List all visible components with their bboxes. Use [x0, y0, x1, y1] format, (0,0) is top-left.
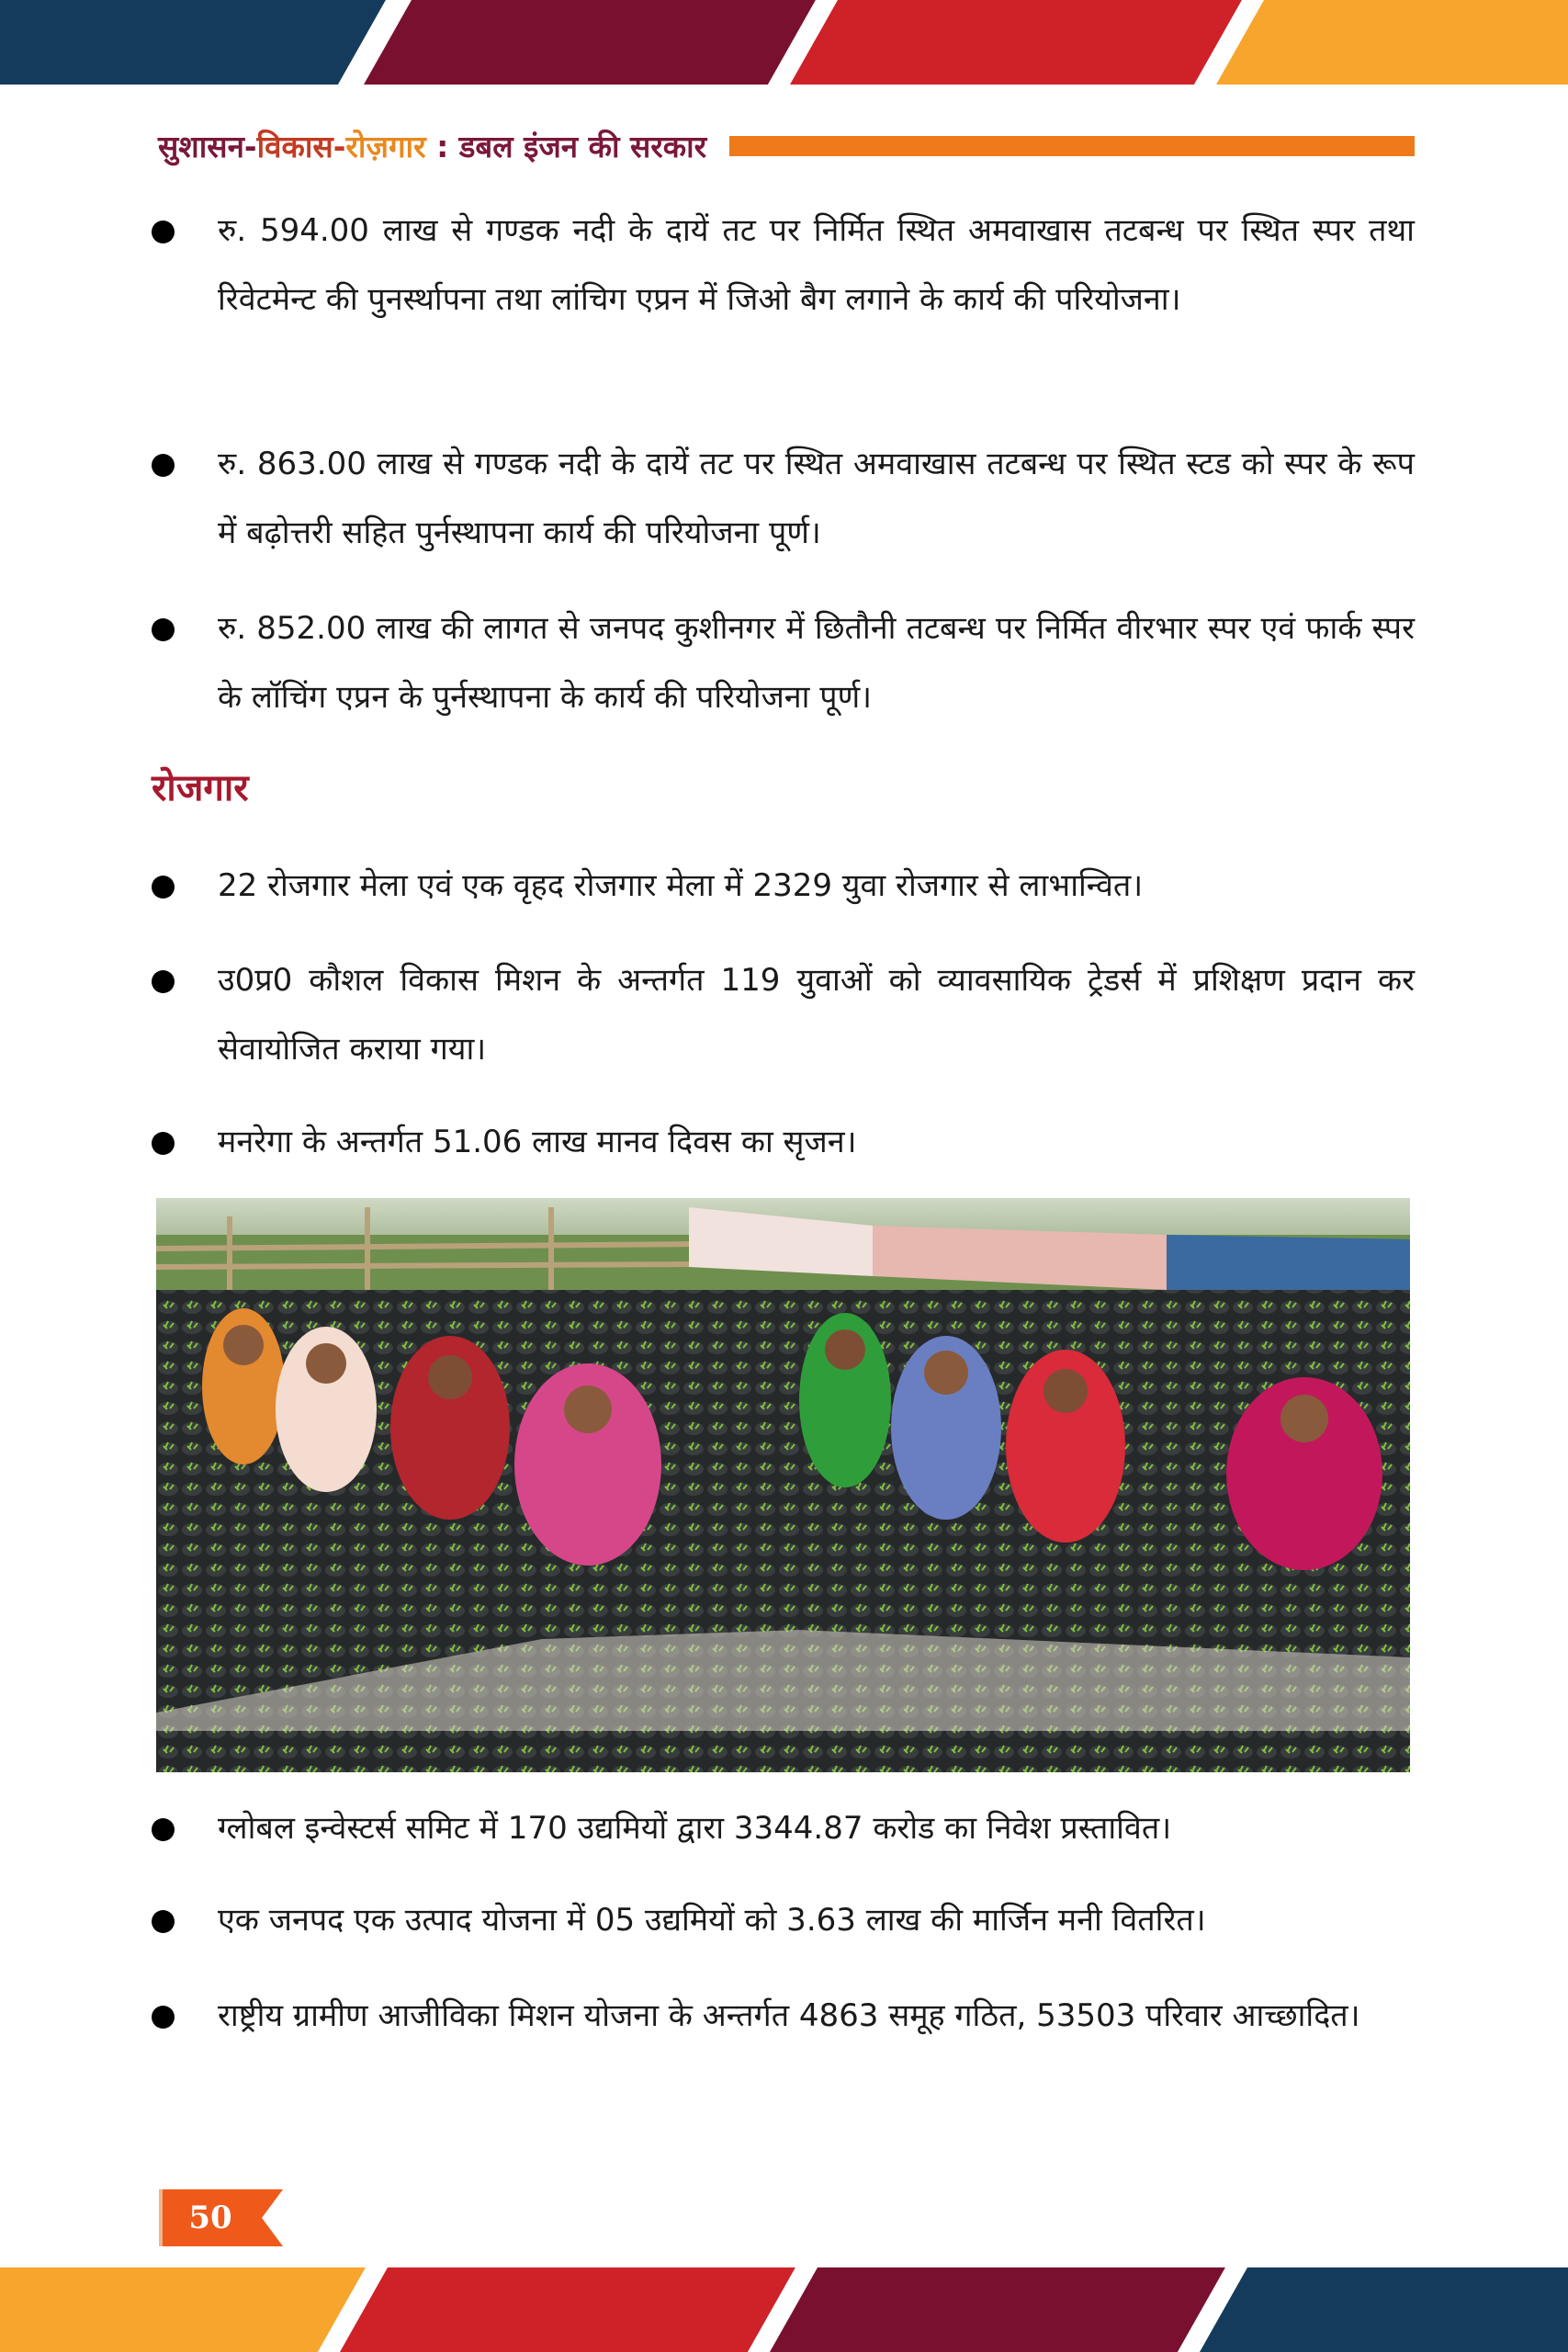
bullet-dot	[152, 2006, 175, 2029]
header-title-part: रोज़गार	[345, 129, 426, 164]
bullet-text: राष्ट्रीय ग्रामीण आजीविका मिशन योजना के अन्तर्गत 4863 समूह गठित, 53503 परिवार आच्छादित।	[218, 1997, 1360, 2034]
bullet-text: 22 रोजगार मेला एवं एक वृहद रोजगार मेला में 2329 युवा रोजगार से लाभान्वित।	[218, 867, 1144, 904]
header-title-part: विकास-	[256, 129, 346, 164]
header-rule	[729, 136, 1415, 156]
bullet-text: रु. 863.00 लाख से गण्डक नदी के दायें तट पर स्थित अमवाखास तटबन्ध पर स्थित स्टड को स्पर के रूप में बढ़ोत्तरी सहित पुर्नस्थापना कार्य की परियोजना पूर्ण।	[218, 446, 1415, 551]
bullet-text: उ0प्र0 कौशल विकास मिशन के अन्तर्गत 119 युवाओं को व्यावसायिक ट्रेडर्स में प्रशिक्षण प्रदान कर सेवायोजित कराया गया।	[218, 962, 1415, 1068]
bullet-dot	[152, 876, 175, 899]
list-item	[152, 430, 1415, 568]
bullet-dot	[152, 970, 175, 993]
list-item	[152, 1108, 1415, 1177]
header-title	[158, 127, 706, 167]
photo-women-plant-nursery	[156, 1198, 1410, 1772]
list-item	[152, 946, 1415, 1084]
header-title-part: सुशासन-	[158, 129, 257, 164]
bullet-text: रु. 852.00 लाख की लागत से जनपद कुशीनगर में छितौनी तटबन्ध पर निर्मित वीरभार स्पर एवं फार्क स्पर के लॉचिंग एप्रन के पुर्नस्थापना के कार्य की परियोजना पूर्ण।	[218, 610, 1415, 716]
list-item	[152, 1886, 1415, 1955]
list-item	[152, 197, 1415, 403]
list-item	[152, 594, 1415, 732]
list-item	[152, 1982, 1415, 2120]
list-item	[152, 852, 1415, 921]
page-number: 50	[188, 2199, 232, 2236]
top-decorative-band	[0, 0, 1568, 85]
bullet-dot	[152, 618, 175, 641]
bullet-text: ग्लोबल इन्वेस्टर्स समिट में 170 उद्यमियों द्वारा 3344.87 करोड का निवेश प्रस्तावित।	[218, 1810, 1172, 1847]
bullet-dot	[152, 1818, 175, 1841]
bullet-text: एक जनपद एक उत्पाद योजना में 05 उद्यमियों को 3.63 लाख की मार्जिन मनी वितरित।	[218, 1902, 1206, 1939]
bullet-dot	[152, 220, 175, 243]
page-number-tab	[159, 2189, 283, 2246]
bullet-dot	[152, 1910, 175, 1933]
bullet-dot	[152, 1132, 175, 1155]
running-header	[158, 127, 1415, 167]
bullet-text: रु. 594.00 लाख से गण्डक नदी के दायें तट पर निर्मित स्थित अमवाखास तटबन्ध पर स्थित स्पर तथा रिवेटमेन्ट की पुनर्स्थापना तथा लांचिग एप्रन में जिओ बैग लगाने के कार्य की परियोजना।	[218, 212, 1415, 318]
bottom-decorative-band	[0, 2267, 1568, 2352]
list-item	[152, 1794, 1415, 1863]
header-title-part: : डबल इंजन की सरकार	[425, 129, 707, 164]
section-heading: रोजगार	[152, 766, 249, 809]
bullet-text: मनरेगा के अन्तर्गत 51.06 लाख मानव दिवस का सृजन।	[218, 1124, 857, 1160]
bullet-dot	[152, 454, 175, 477]
